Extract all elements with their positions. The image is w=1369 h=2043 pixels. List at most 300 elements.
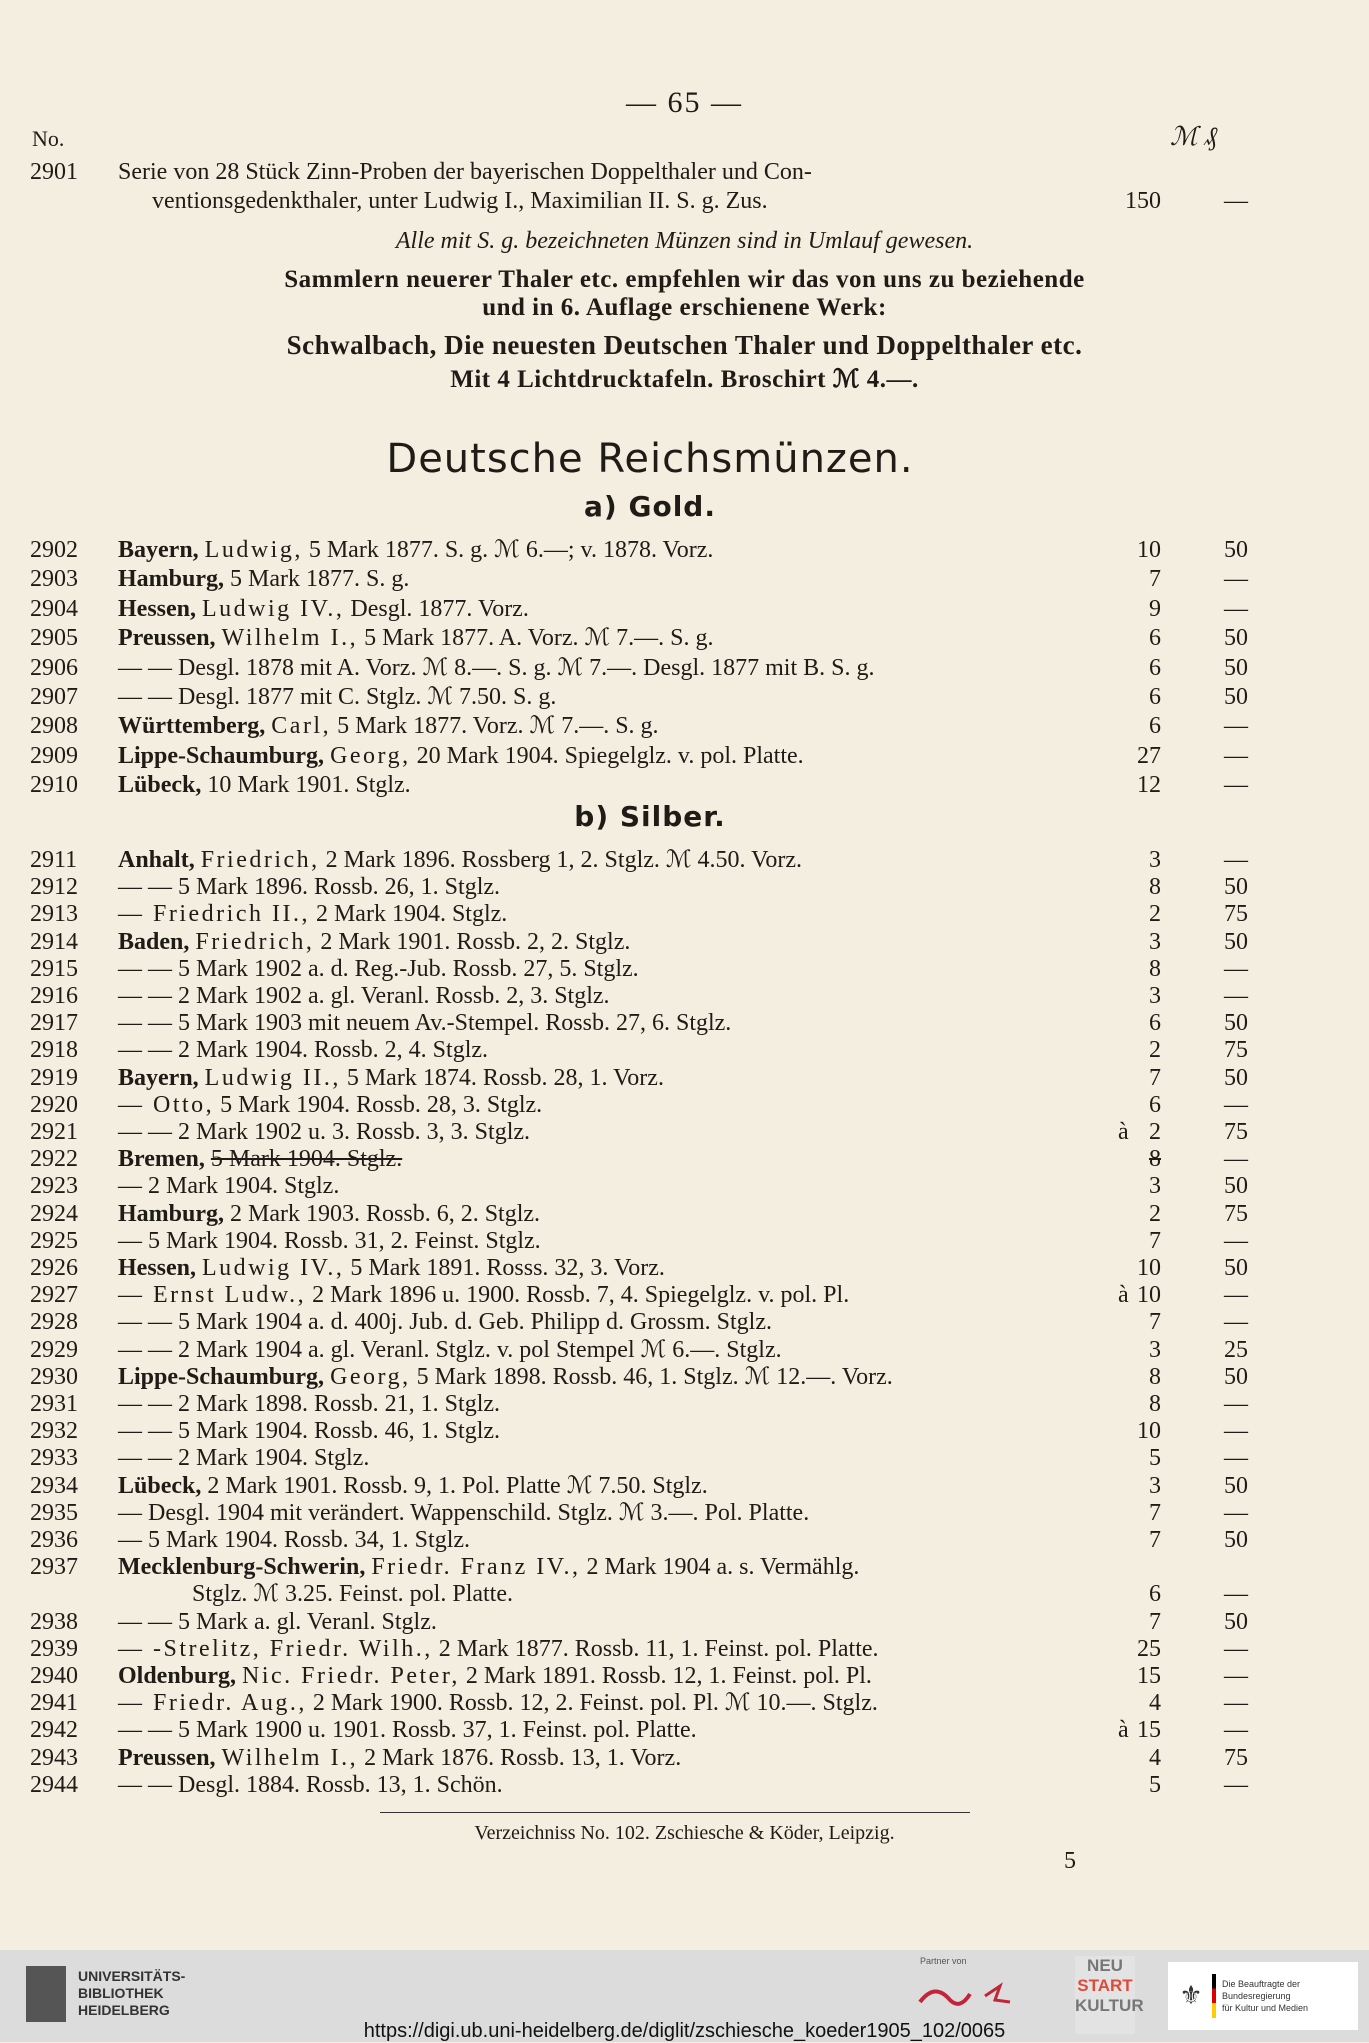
entry-text	[118, 928, 630, 956]
entry-mark: 10	[1137, 1418, 1161, 1445]
entry-pfennig: —	[1224, 983, 1248, 1009]
entry-number: 2905	[30, 625, 78, 652]
signature-mark: 5	[1064, 1848, 1076, 1874]
entry-description: — — 2 Mark 1898. Rossb. 21, 1. Stglz.	[118, 1391, 501, 1417]
entry-text: Serie von 28 Stück Zinn-Proben der bayerischen Doppelthaler und Con-	[118, 159, 812, 185]
entry-row	[0, 1308, 1369, 1336]
entry-row	[0, 654, 1369, 682]
entry-description: 5 Mark 1877. A. Vorz. ℳ 7.—. S. g.	[364, 625, 714, 652]
entry-state: Bremen,	[118, 1146, 205, 1173]
entry-description: Desgl. 1877. Vorz.	[350, 595, 529, 622]
entry-description: 2 Mark 1876. Rossb. 13, 1. Vorz.	[364, 1744, 682, 1771]
entry-pfennig: 50	[1224, 1255, 1248, 1281]
entry-ruler: Nic. Friedr. Peter,	[242, 1663, 460, 1689]
entry-description: 2 Mark 1896. Rossberg 1, 2. Stglz. ℳ 4.50. Vorz.	[325, 847, 803, 873]
entry-number: 2937	[30, 1554, 78, 1581]
entry-text	[118, 1091, 542, 1119]
entry-description: — — 2 Mark 1904. Stglz.	[118, 1445, 370, 1472]
entry-ruler: Wilhelm I.,	[221, 1744, 359, 1771]
entry-row	[0, 1553, 1369, 1581]
entry-description: 5 Mark 1877. S. g.	[230, 566, 410, 593]
entry-state: Hamburg,	[118, 566, 225, 593]
entry-text	[118, 900, 507, 928]
entry-mark: 6	[1149, 713, 1161, 740]
entry-description: — 2 Mark 1904. Stglz.	[118, 1173, 340, 1200]
entry-state: Lübeck,	[118, 1472, 202, 1499]
entry-ruler: Wilhelm I.,	[221, 625, 359, 652]
entry-number: 2906	[30, 654, 78, 681]
entry-row	[0, 712, 1369, 740]
entry-mark: 8	[1149, 874, 1161, 901]
entry-description: 2 Mark 1901. Rossb. 2, 2. Stglz.	[320, 928, 631, 955]
entry-number: 2918	[30, 1037, 78, 1064]
entry-text	[118, 1200, 540, 1228]
entry-state: Bayern,	[118, 1064, 199, 1091]
entry-row	[0, 1064, 1369, 1092]
entry-text	[118, 771, 411, 799]
entry-row	[0, 1472, 1369, 1500]
entry-pfennig: —	[1224, 1418, 1248, 1445]
entry-description: — — 5 Mark 1896. Rossb. 26, 1. Stglz.	[118, 874, 501, 901]
entry-description: 5 Mark 1904. Rossb. 28, 3. Stglz.	[220, 1091, 543, 1118]
entry-row	[0, 1336, 1369, 1364]
entry-pfennig: —	[1224, 1663, 1248, 1689]
entry-row	[0, 1009, 1369, 1037]
entry-mark: 3	[1149, 1173, 1161, 1200]
entry-number: 2929	[30, 1336, 78, 1363]
entry-text	[118, 1363, 893, 1391]
entry-pfennig: —	[1224, 1771, 1248, 1798]
entry-pfennig: 50	[1224, 625, 1248, 652]
entry-pfennig: 50	[1224, 654, 1248, 681]
entry-number: 2934	[30, 1472, 78, 1499]
entry-ruler: Ludwig IV.,	[202, 595, 345, 622]
entry-number: 2933	[30, 1445, 78, 1472]
entry-description: — — Desgl. 1884. Rossb. 13, 1. Schön.	[118, 1771, 503, 1798]
entry-mark: 6	[1149, 625, 1161, 652]
entry-text	[118, 595, 529, 623]
entry-text	[118, 683, 556, 711]
silver-heading: b) Silber.	[574, 800, 726, 833]
entry-number: 2903	[30, 566, 78, 593]
entry-state: Mecklenburg-Schwerin,	[118, 1554, 366, 1581]
entry-pfennig: 75	[1224, 1200, 1248, 1227]
entry-row	[0, 1390, 1369, 1418]
entry-pfennig: 75	[1224, 901, 1248, 928]
entry-mark: 15	[1137, 1663, 1161, 1689]
entry-text	[118, 1227, 541, 1255]
entry-text	[118, 712, 659, 740]
entry-mark: 7	[1149, 1309, 1161, 1336]
entry-mark: 7	[1149, 1608, 1161, 1635]
entry-state: Hamburg,	[118, 1200, 225, 1227]
entry-mark: 4	[1149, 1690, 1161, 1717]
entry-description: — — 5 Mark 1902 a. d. Reg.-Jub. Rossb. 27, 5. Stglz.	[118, 955, 639, 982]
entry-text	[118, 1336, 782, 1364]
ad-line: und in 6. Auflage erschienene Werk:	[482, 294, 887, 321]
entry-number: 2942	[30, 1717, 78, 1744]
entry-mark: 6	[1149, 1581, 1161, 1608]
entry-mark: 6	[1149, 654, 1161, 681]
entry-ruler: — Friedr. Aug.,	[118, 1690, 307, 1717]
entry-number: 2911	[30, 847, 78, 873]
entry-row	[0, 683, 1369, 711]
entry-mark: 27	[1137, 742, 1161, 769]
entry-text	[118, 536, 713, 564]
university-library-logo	[26, 1966, 66, 2022]
entry-pfennig: 50	[1224, 537, 1248, 563]
entry-row	[0, 1444, 1369, 1472]
entry-description: — 5 Mark 1904. Rossb. 31, 2. Feinst. Stglz.	[118, 1227, 541, 1254]
entry-row	[0, 1036, 1369, 1064]
section-heading: Deutsche Reichsmünzen.	[386, 436, 914, 482]
entry-pfennig: —	[1224, 1690, 1248, 1717]
entry-pfennig: —	[1224, 1635, 1248, 1662]
entry-description: — — 2 Mark 1904 a. gl. Veranl. Stglz. v. pol Stempel ℳ 6.—. Stglz.	[118, 1336, 782, 1363]
entry-mark: 6	[1149, 684, 1161, 710]
entry-row	[0, 928, 1369, 956]
entry-number: 2926	[30, 1255, 78, 1281]
entry-row	[0, 624, 1369, 652]
entry-row	[0, 1771, 1369, 1799]
entry-mark: 3	[1149, 847, 1161, 873]
entry-number: 2941	[30, 1690, 78, 1717]
entry-text	[118, 1472, 708, 1500]
entry-2901-continued	[0, 187, 1369, 215]
entry-mark: 2	[1149, 901, 1161, 928]
entry-description: 5 Mark 1877. Vorz. ℳ 7.—. S. g.	[337, 713, 659, 740]
entry-description: — — 5 Mark 1904 a. d. 400j. Jub. d. Geb. Philipp d. Grossm. Stglz.	[118, 1309, 772, 1336]
entry-number: 2915	[30, 955, 78, 982]
entry-row	[0, 1635, 1369, 1663]
entry-number: 2908	[30, 713, 78, 740]
entry-row	[0, 1499, 1369, 1527]
permalink-url[interactable]: https://digi.ub.uni-heidelberg.de/diglit/zschiesche_koeder1905_102/0065	[363, 2020, 1006, 2042]
entry-ruler: Georg,	[330, 742, 411, 769]
entry-row	[0, 982, 1369, 1010]
entry-text: ventionsgedenkthaler, unter Ludwig I., Maximilian II. S. g. Zus.	[152, 188, 768, 214]
entry-row	[0, 1281, 1369, 1309]
entry-description: — — 2 Mark 1904. Rossb. 2, 4. Stglz.	[118, 1037, 489, 1064]
entry-row	[0, 1172, 1369, 1200]
entry-pfennig: —	[1224, 1391, 1248, 1417]
entry-row	[0, 1254, 1369, 1282]
entry-description: 10 Mark 1901. Stglz.	[207, 772, 411, 799]
entry-mark: 15	[1137, 1717, 1161, 1744]
entry-description: 2 Mark 1904. Stglz.	[315, 901, 508, 928]
entry-row	[0, 873, 1369, 901]
entry-mark: 2	[1149, 1119, 1161, 1145]
entry-number: 2928	[30, 1309, 78, 1336]
entry-text	[118, 1635, 879, 1663]
entry-mark: 3	[1149, 983, 1161, 1009]
entry-pfennig: 25	[1224, 1336, 1248, 1363]
entry-description: — Desgl. 1904 mit verändert. Wappenschild. Stglz. ℳ 3.—. Pol. Platte.	[118, 1499, 810, 1526]
entry-row	[0, 1526, 1369, 1554]
university-library-name[interactable]: UNIVERSITÄTS- BIBLIOTHEK HEIDELBERG	[78, 1968, 186, 2018]
entry-state: Lippe-Schaumburg,	[118, 742, 325, 769]
entry-text	[118, 565, 409, 593]
entry-number: 2938	[30, 1608, 78, 1635]
entry-number: 2919	[30, 1064, 78, 1091]
entry-text	[118, 1254, 665, 1282]
entry-ruler: Georg,	[330, 1363, 411, 1390]
entry-mark: 10	[1137, 1255, 1161, 1281]
entry-ruler: — -Strelitz, Friedr. Wilh.,	[118, 1635, 433, 1662]
entry-number: 2924	[30, 1200, 78, 1227]
entry-number: 2921	[30, 1119, 78, 1145]
entry-pfennig: 50	[1224, 1064, 1248, 1091]
entry-mark: 5	[1149, 1771, 1161, 1798]
entry-state: Anhalt,	[118, 847, 195, 873]
entry-mark: 7	[1149, 566, 1161, 593]
entry-row	[0, 1689, 1369, 1717]
entry-ruler: Ludwig,	[204, 537, 303, 563]
entry-mark: 8	[1149, 1146, 1161, 1173]
entry-pfennig: 50	[1224, 1363, 1248, 1390]
ad-book-title: Schwalbach, Die neuesten Deutschen Thaler und Doppelthaler etc.	[286, 330, 1083, 360]
entry-pfennig: 50	[1224, 1173, 1248, 1200]
entry-ruler: — Otto,	[118, 1091, 215, 1118]
entry-pfennig: —	[1224, 1445, 1248, 1472]
entry-ruler: Friedrich,	[195, 928, 315, 955]
entry-description: — — Desgl. 1878 mit A. Vorz. ℳ 8.—. S. g. ℳ 7.—. Desgl. 1877 mit B. S. g.	[118, 654, 875, 681]
entry-pfennig: —	[1224, 742, 1248, 769]
entry-state: Baden,	[118, 928, 190, 955]
entry-state: Oldenburg,	[118, 1663, 237, 1689]
entry-mark: 8	[1149, 1363, 1161, 1390]
entry-text	[118, 1771, 503, 1799]
entry-pfennig: 75	[1224, 1119, 1248, 1145]
entry-mark: 4	[1149, 1744, 1161, 1771]
umlauf-note: Alle mit S. g. bezeichneten Münzen sind in Umlauf gewesen.	[395, 228, 974, 254]
entry-pfennig: —	[1224, 1717, 1248, 1744]
entry-number: 2932	[30, 1418, 78, 1445]
entry-each-marker: à	[1118, 1717, 1129, 1744]
entry-row	[0, 1580, 1369, 1608]
entry-text	[118, 1036, 488, 1064]
entry-row	[0, 1145, 1369, 1173]
entry-description: 2 Mark 1904 a. s. Vermählg.	[586, 1554, 860, 1581]
entry-mark: 2	[1149, 1200, 1161, 1227]
entry-description: 5 Mark 1898. Rossb. 46, 1. Stglz. ℳ 12.—. Vorz.	[416, 1363, 893, 1390]
entry-text	[118, 654, 874, 682]
entry-pfennig: 50	[1224, 1608, 1248, 1635]
eagle-icon: ⚜	[1179, 1980, 1203, 2010]
entry-state: Bayern,	[118, 537, 199, 563]
entry-pfennig: 50	[1224, 928, 1248, 955]
entry-pfennig: —	[1224, 566, 1248, 593]
entry-pfennig: 50	[1224, 874, 1248, 901]
ad-line: Mit 4 Lichtdrucktafeln. Broschirt ℳ 4.—.	[450, 366, 919, 393]
entry-text	[118, 1118, 530, 1146]
entry-text	[118, 1281, 849, 1309]
entry-description: 5 Mark 1877. S. g. ℳ 6.—; v. 1878. Vorz.	[308, 537, 714, 563]
entry-text	[118, 955, 639, 983]
entry-each-marker: à	[1118, 1119, 1129, 1145]
entry-mark: 12	[1137, 772, 1161, 799]
entry-mark: 8	[1149, 1391, 1161, 1417]
entry-description: 2 Mark 1903. Rossb. 6, 2. Stglz.	[230, 1200, 541, 1227]
entry-description: — — 5 Mark a. gl. Veranl. Stglz.	[118, 1608, 437, 1635]
entry-description: — — Desgl. 1877 mit C. Stglz. ℳ 7.50. S. g.	[118, 684, 557, 710]
entry-number: 2935	[30, 1499, 78, 1526]
entry-pfennig: —	[1224, 847, 1248, 873]
entry-pfennig: 50	[1224, 684, 1248, 710]
entry-mark: 150	[1125, 188, 1161, 214]
entry-number: 2916	[30, 983, 78, 1009]
entry-number: 2904	[30, 595, 78, 622]
entry-number: 2910	[30, 772, 78, 799]
entry-mark: 8	[1149, 955, 1161, 982]
entry-mark: 10	[1137, 1282, 1161, 1309]
entry-row	[0, 1091, 1369, 1119]
entry-text	[118, 1716, 697, 1744]
entry-number: 2901	[30, 159, 78, 185]
entry-text	[118, 1145, 402, 1173]
entry-text	[118, 1662, 872, 1690]
entry-pfennig: —	[1224, 1146, 1248, 1173]
entry-description: 5 Mark 1874. Rossb. 28, 1. Vorz.	[346, 1064, 664, 1091]
entry-row	[0, 1608, 1369, 1636]
gold-heading: a) Gold.	[584, 490, 716, 523]
entry-row	[0, 1417, 1369, 1445]
entry-pfennig: —	[1224, 713, 1248, 740]
entry-row	[0, 1227, 1369, 1255]
entry-mark: 3	[1149, 1336, 1161, 1363]
entry-mark: 3	[1149, 928, 1161, 955]
entry-row	[0, 846, 1369, 874]
entry-text	[118, 1009, 731, 1037]
entry-pfennig: 50	[1224, 1527, 1248, 1553]
entry-text	[118, 873, 500, 901]
entry-text	[118, 742, 804, 770]
entry-description: Stglz. ℳ 3.25. Feinst. pol. Platte.	[192, 1581, 513, 1608]
entry-number: 2940	[30, 1663, 78, 1689]
entry-text	[118, 1172, 339, 1200]
entry-number: 2930	[30, 1363, 78, 1390]
entry-state: Hessen,	[118, 595, 196, 622]
flag-icon	[1212, 1974, 1216, 2018]
entry-ruler: Friedr. Franz IV.,	[371, 1554, 581, 1581]
entry-state: Lübeck,	[118, 772, 202, 799]
entry-description: 20 Mark 1904. Spiegelglz. v. pol. Platte.	[416, 742, 804, 769]
entry-pfennig: —	[1224, 772, 1248, 799]
entry-row	[0, 536, 1369, 564]
entry-mark: 25	[1137, 1635, 1161, 1662]
entry-number: 2902	[30, 537, 78, 563]
entry-row	[0, 595, 1369, 623]
entry-text	[118, 982, 610, 1010]
entry-number: 2927	[30, 1282, 78, 1309]
entry-mark: 9	[1149, 595, 1161, 622]
entry-pfennig: —	[1224, 188, 1248, 214]
entry-text	[118, 1308, 772, 1336]
entry-row	[0, 900, 1369, 928]
entry-pfennig: —	[1224, 1227, 1248, 1254]
entry-pfennig: —	[1224, 595, 1248, 622]
entry-number: 2931	[30, 1391, 78, 1417]
entry-number: 2917	[30, 1010, 78, 1037]
entry-description: — 5 Mark 1904. Rossb. 34, 1. Stglz.	[118, 1527, 471, 1553]
entry-mark: 10	[1137, 537, 1161, 563]
entry-mark: 7	[1149, 1227, 1161, 1254]
entry-ruler: Ludwig II.,	[204, 1064, 341, 1091]
column-header-currency: ℳ ₰	[1170, 122, 1218, 151]
entry-ruler: Carl,	[271, 713, 332, 740]
entry-state: Preussen,	[118, 625, 216, 652]
entry-number: 2923	[30, 1173, 78, 1200]
footer-rule	[380, 1812, 970, 1813]
entry-row	[0, 565, 1369, 593]
entry-row	[0, 1716, 1369, 1744]
entry-number: 2943	[30, 1744, 78, 1771]
library-bar	[0, 1950, 1369, 2042]
entry-mark: 7	[1149, 1064, 1161, 1091]
entry-number: 2944	[30, 1771, 78, 1798]
bkm-logo: ⚜ Die Beauftragte der Bundesregierung für Kultur und Medien	[1168, 1962, 1358, 2030]
entry-ruler: Friedrich,	[200, 847, 320, 873]
entry-row	[0, 1118, 1369, 1146]
ad-line: Sammlern neuerer Thaler etc. empfehlen wir das von uns zu beziehende	[284, 266, 1085, 293]
entry-description: 2 Mark 1891. Rossb. 12, 1. Feinst. pol. Pl.	[465, 1663, 872, 1689]
entry-mark: 5	[1149, 1445, 1161, 1472]
entry-number: 2912	[30, 874, 78, 901]
entry-row	[0, 771, 1369, 799]
entry-description: — — 5 Mark 1904. Rossb. 46, 1. Stglz.	[118, 1418, 501, 1445]
entry-description: — — 2 Mark 1902 u. 3. Rossb. 3, 3. Stglz.	[118, 1119, 531, 1145]
entry-mark: 2	[1149, 1037, 1161, 1064]
entry-description: 2 Mark 1896 u. 1900. Rossb. 7, 4. Spiegelglz. v. pol. Pl.	[312, 1282, 850, 1309]
entry-description: — — 5 Mark 1903 mit neuem Av.-Stempel. Rossb. 27, 6. Stglz.	[118, 1010, 732, 1037]
entry-text	[192, 1580, 513, 1608]
entry-text	[118, 1444, 369, 1472]
entry-pfennig: —	[1224, 1091, 1248, 1118]
entry-text	[118, 846, 802, 874]
entry-row	[0, 1662, 1369, 1690]
entry-2901	[0, 158, 1369, 186]
entry-description: 5 Mark 1904. Stglz.	[210, 1146, 403, 1173]
entry-pfennig: —	[1224, 1309, 1248, 1336]
entry-state: Lippe-Schaumburg,	[118, 1363, 325, 1390]
entry-description: 5 Mark 1891. Rosss. 32, 3. Vorz.	[350, 1255, 665, 1281]
entry-description: — — 2 Mark 1902 a. gl. Veranl. Rossb. 2, 3. Stglz.	[118, 983, 610, 1009]
entry-number: 2913	[30, 901, 78, 928]
entry-state: Württemberg,	[118, 713, 266, 740]
entry-text	[118, 1608, 437, 1636]
entry-state: Preussen,	[118, 1744, 216, 1771]
partner-logo	[915, 1972, 1035, 2020]
entry-text	[118, 624, 714, 652]
entry-description: 2 Mark 1900. Rossb. 12, 2. Feinst. pol. Pl. ℳ 10.—. Stglz.	[312, 1690, 878, 1717]
entry-ruler: Ludwig IV.,	[202, 1255, 345, 1281]
entry-mark: 7	[1149, 1527, 1161, 1553]
entry-description: 2 Mark 1901. Rossb. 9, 1. Pol. Platte ℳ 7.50. Stglz.	[207, 1472, 708, 1499]
partner-label: Partner von	[920, 1956, 967, 1966]
entry-each-marker: à	[1118, 1282, 1129, 1309]
entry-number: 2936	[30, 1527, 78, 1553]
entry-number: 2939	[30, 1635, 78, 1662]
entry-row	[0, 1744, 1369, 1772]
entry-number: 2920	[30, 1091, 78, 1118]
entry-row	[0, 1200, 1369, 1228]
entry-number: 2907	[30, 684, 78, 710]
entry-pfennig: 50	[1224, 1472, 1248, 1499]
entry-text	[118, 1417, 500, 1445]
entry-pfennig: 75	[1224, 1037, 1248, 1064]
entry-pfennig: 75	[1224, 1744, 1248, 1771]
column-header-no: No.	[32, 126, 65, 151]
